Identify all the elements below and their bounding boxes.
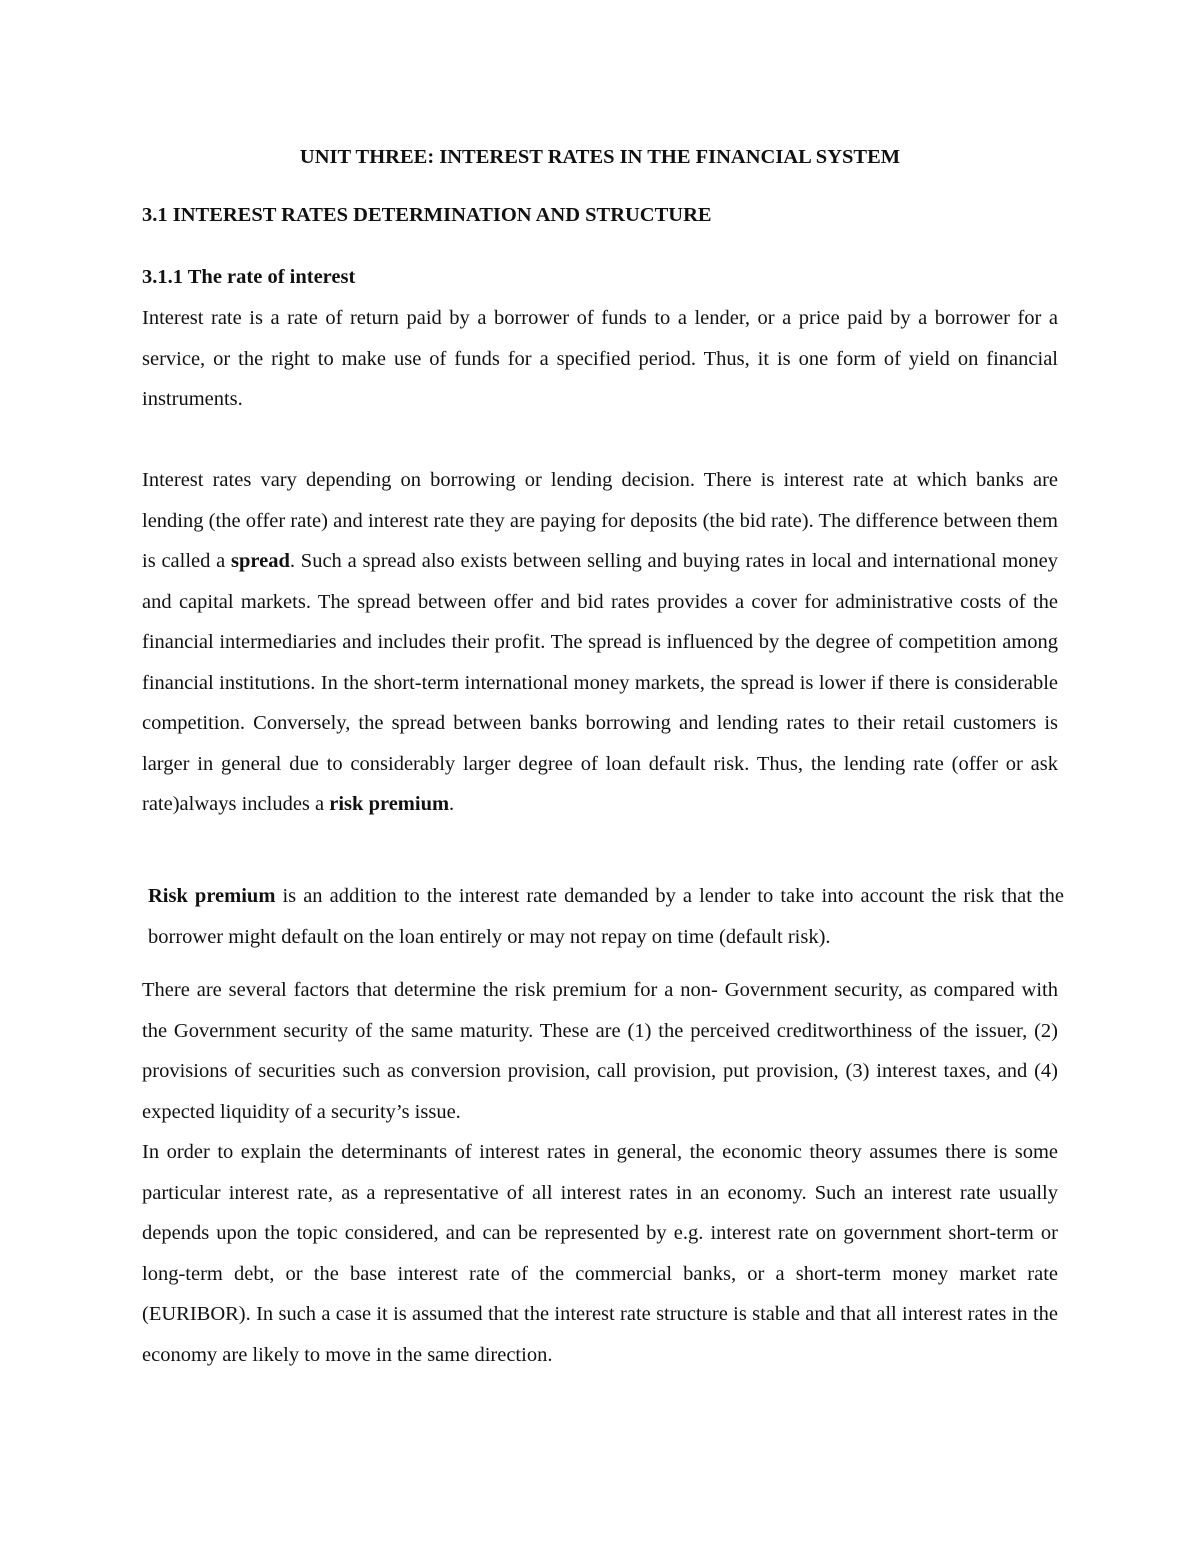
term-spread: spread xyxy=(231,550,290,572)
term-risk-premium-lead: Risk premium xyxy=(148,885,276,907)
paragraph-definition: Interest rate is a rate of return paid by a borrower of funds to a lender, or a price paid by a borrower for a service, or the right to make use of funds for a specified period. Thus, it is one form of yield on financial instruments. xyxy=(142,307,1058,410)
section-heading: 3.1 INTEREST RATES DETERMINATION AND STRUCTURE xyxy=(142,204,712,226)
paragraph-spread-text-1: Interest rates vary depending on borrowing or lending decision. There is interest rate at which banks are lending (the offer rate) and interest rate they are paying for deposits (the bid rate). The difference between them is called a xyxy=(142,469,1058,572)
paragraph-determinants: In order to explain the determinants of interest rates in general, the economic theory assumes there is some particular interest rate, as a representative of all interest rates in an economy. Such an interest rate usually depends upon the topic considered, and can be represented by e.g. interest rate on government short-term or long-term debt, or the base interest rate of the commercial banks, or a short-term money market rate (EURIBOR). In such a case it is assumed that the interest rate structure is stable and that all interest rates in the economy are likely to move in the same direction. xyxy=(142,1141,1058,1366)
paragraph-risk-premium xyxy=(142,876,1064,957)
paragraph-spread-text-2: . Such a spread also exists between selling and buying rates in local and international money and capital markets. The spread between offer and bid rates provides a cover for administrative costs of the financial intermediaries and includes their profit. The spread is influenced by the degree of competition among financial institutions. In the short-term international money markets, the spread is lower if there is considerable competition. Conversely, the spread between banks borrowing and lending rates to their retail customers is larger in general due to considerably larger degree of loan default risk. Thus, the lending rate (offer or ask rate)always includes a xyxy=(142,550,1058,815)
paragraph-spread-text-3: . xyxy=(449,793,455,815)
unit-title: UNIT THREE: INTEREST RATES IN THE FINANCIAL SYSTEM xyxy=(299,146,901,168)
paragraph-spread xyxy=(142,460,1058,825)
subsection-heading: 3.1.1 The rate of interest xyxy=(142,266,356,288)
term-risk-premium: risk premium xyxy=(329,793,450,815)
paragraph-risk-factors: There are several factors that determine the risk premium for a non- Government security, as compared with the Government security of the same maturity. These are (1) the perceived creditworthiness of the issuer, (2) provisions of securities such as conversion provision, call provision, put provision, (3) interest taxes, and (4) expected liquidity of a security’s issue. xyxy=(142,979,1058,1123)
paragraph-risk-premium-text: is an addition to the interest rate demanded by a lender to take into account the risk that the borrower might default on the loan entirely or may not repay on time (default risk). xyxy=(148,885,1065,948)
